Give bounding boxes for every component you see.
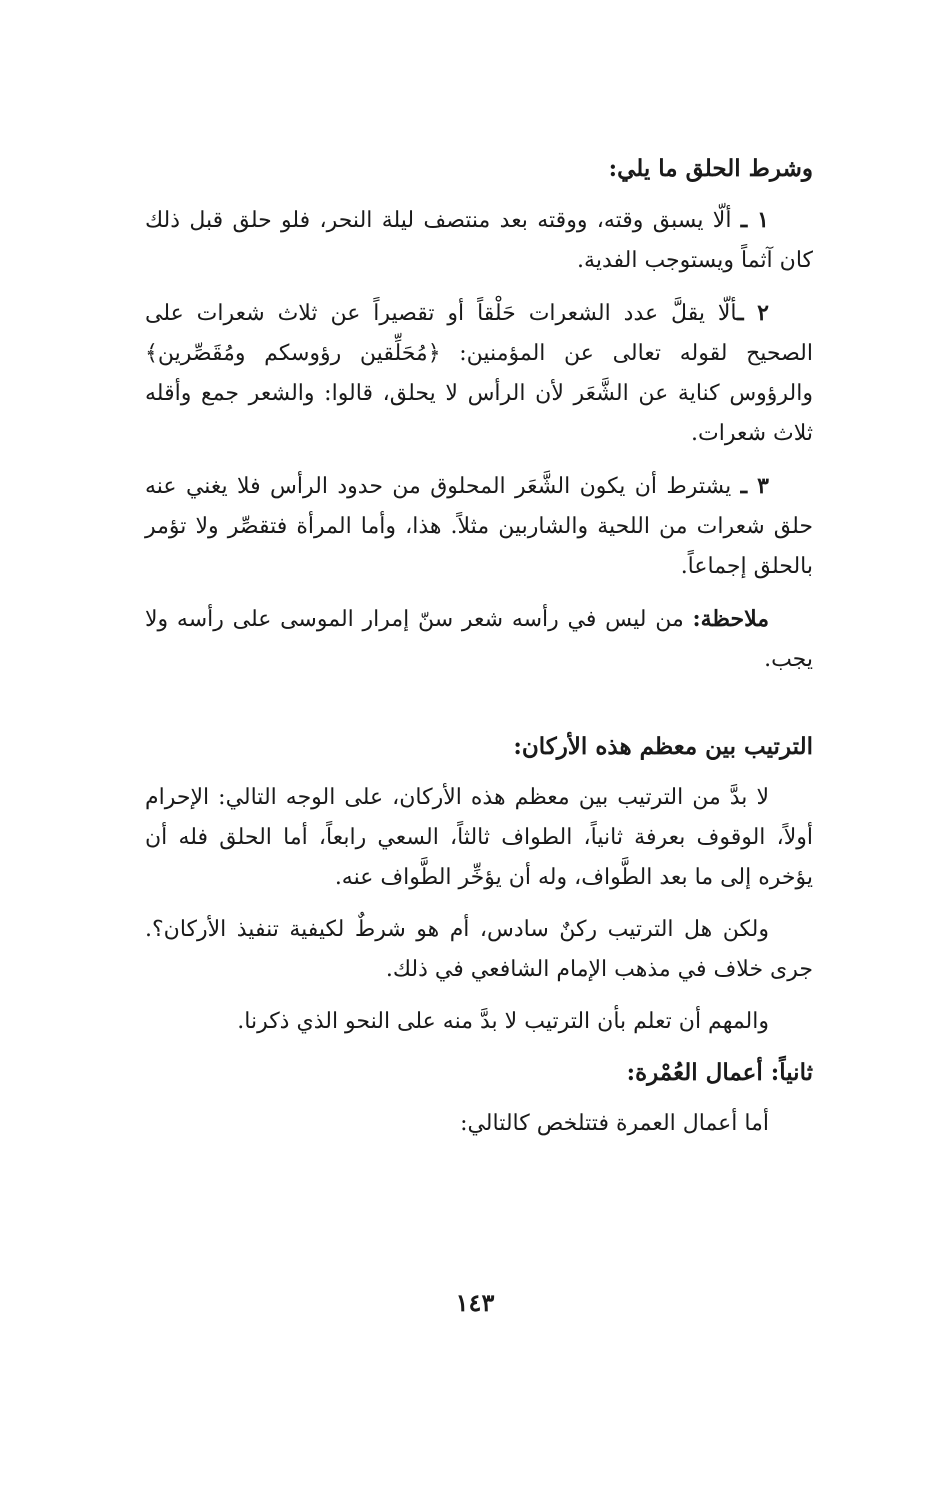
section-spacer [145, 692, 813, 728]
section-heading-umrah: ثانياً: أعمال العُمْرة: [626, 1059, 813, 1086]
page-number: ١٤٣ [455, 1288, 495, 1317]
note-label: ملاحظة: [692, 606, 769, 632]
note-paragraph [145, 599, 813, 680]
item-number: ٢ ـ [737, 300, 769, 326]
ordering-paragraph-3: والمهم أن تعلم بأن الترتيب لا بدَّ منه على النحو الذي ذكرنا. [237, 1009, 769, 1034]
condition-item-3 [145, 466, 813, 587]
item-number: ١ ـ [740, 207, 769, 233]
item-number: ٣ ـ [740, 473, 769, 499]
ordering-paragraph-2: ولكن هل الترتيب ركنٌ سادس، أم هو شرطٌ لكيفية تنفيذ الأركان؟. جرى خلاف في مذهب الإمام الشافعي في ذلك. [145, 917, 813, 982]
item-text: يشترط أن يكون الشَّعَر المحلوق من حدود الرأس فلا يغني عنه حلق شعرات من اللحية والشاربين مثلاً. هذا، وأما المرأة فتقصِّر ولا تؤمر بالحلق إجماعاً. [145, 474, 813, 579]
umrah-intro: أما أعمال العمرة فتتلخص كالتالي: [460, 1111, 769, 1136]
condition-item-1 [145, 200, 813, 281]
note-text: من ليس في رأسه شعر سنّ إمرار الموسى على رأسه ولا يجب. [145, 607, 813, 672]
item-text: ألّا يسبق وقته، ووقته بعد منتصف ليلة النحر، فلو حلق قبل ذلك كان آثماً ويستوجب الفدية. [145, 208, 813, 273]
section-heading-ordering: الترتيب بين معظم هذه الأركان: [513, 733, 813, 760]
item-text: ألّا يقلَّ عدد الشعرات حَلْقاً أو تقصيراً عن ثلاث شعرات على الصحيح لقوله تعالى عن المؤمنين: ﴿مُحَلِّقين رؤوسكم ومُقَصِّرين﴾ والرؤوس كناية عن الشَّعَر لأن الرأس لا يحلق، قالوا: والشعر جمع وأقله ثلاث شعرات. [145, 301, 813, 446]
page-body [145, 150, 813, 1156]
condition-item-2 [145, 293, 813, 454]
ordering-paragraph-1: لا بدَّ من الترتيب بين معظم هذه الأركان، على الوجه التالي: الإحرام أولاً، الوقوف بعرفة ثانياً، الطواف ثالثاً، السعي رابعاً، أما الحلق فله أن يؤخره إلى ما بعد الطَّواف، وله أن يؤخِّر الطَّواف عنه. [145, 785, 813, 890]
section-heading-shaving-conditions: وشرط الحلق ما يلي: [608, 155, 813, 182]
